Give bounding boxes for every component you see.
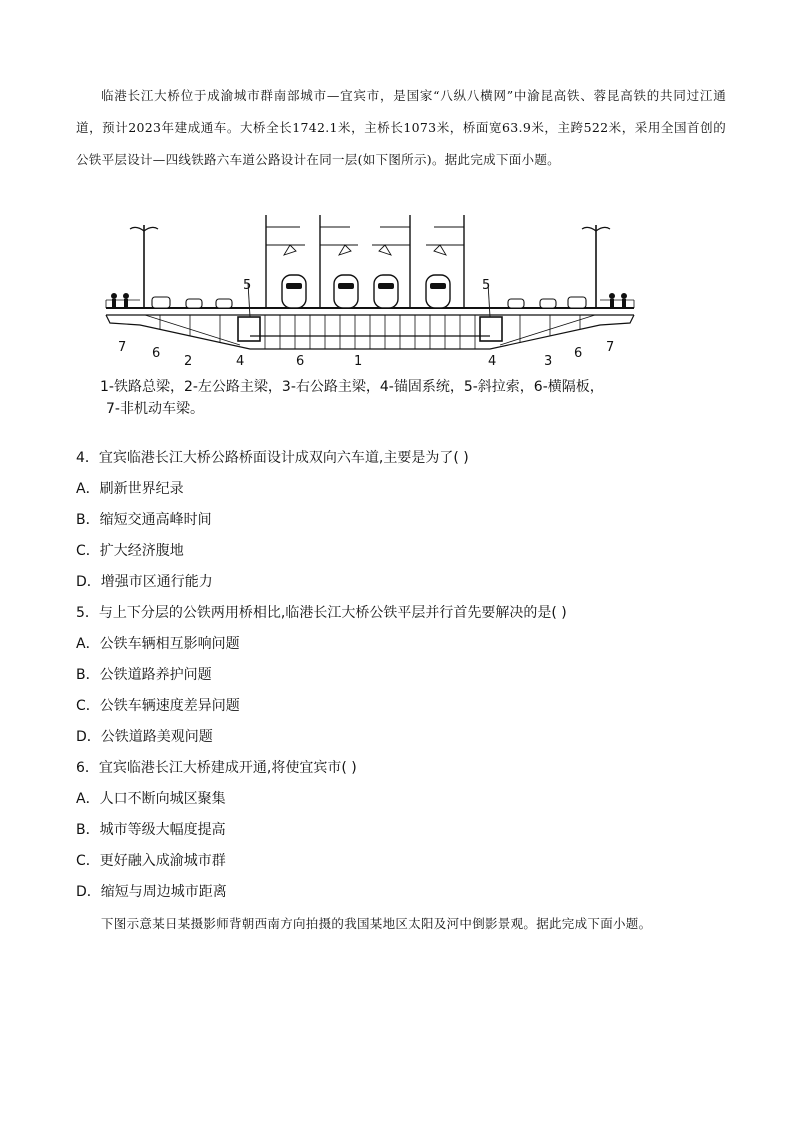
label-5-right: 5 bbox=[482, 278, 491, 293]
label-6-left: 6 bbox=[152, 346, 161, 361]
lamp-arm-left bbox=[130, 227, 144, 231]
figure-labels bbox=[118, 278, 614, 365]
question-6-option-d: D．缩短与周边城市距离 bbox=[76, 884, 227, 900]
question-6-stem: 6．宜宾临港长江大桥建成开通,将使宜宾市( ) bbox=[76, 760, 357, 776]
caption-line-1: 1-铁路总梁，2-左公路主梁，3-右公路主梁，4-锚固系统，5-斜拉索，6-横隔板， bbox=[100, 379, 604, 395]
label-1: 1 bbox=[354, 354, 363, 365]
label-2: 2 bbox=[184, 354, 193, 365]
train-windows bbox=[286, 283, 446, 289]
bridge-cross-section-figure bbox=[100, 205, 640, 365]
bridge-diagram bbox=[100, 205, 640, 365]
question-4-option-b: B．缩短交通高峰时间 bbox=[76, 512, 212, 528]
label-7-left: 7 bbox=[118, 340, 127, 355]
railway-beam-grid bbox=[265, 315, 475, 349]
anchorage-left bbox=[238, 317, 260, 341]
question-4-option-d: D．增强市区通行能力 bbox=[76, 574, 213, 590]
train-1 bbox=[282, 275, 306, 308]
intro-paragraph bbox=[76, 80, 726, 176]
question-4-stem: 4．宜宾临港长江大桥公路桥面设计成双向六车道,主要是为了( ) bbox=[76, 450, 469, 466]
trains bbox=[282, 275, 450, 308]
question-6-option-a: A．人口不断向城区聚集 bbox=[76, 791, 226, 807]
train-2 bbox=[334, 275, 358, 308]
question-5-stem: 5．与上下分层的公铁两用桥相比,临港长江大桥公铁平层并行首先要解决的是( ) bbox=[76, 605, 567, 621]
question-5-option-b: B．公铁道路养护问题 bbox=[76, 667, 212, 683]
label-7-right: 7 bbox=[606, 340, 615, 355]
label-6-middle: 6 bbox=[296, 354, 305, 365]
label-3: 3 bbox=[544, 354, 553, 365]
question-4-option-a: A．刷新世界纪录 bbox=[76, 481, 184, 497]
question-list bbox=[76, 443, 736, 908]
label-4-right: 4 bbox=[488, 354, 497, 365]
road-vehicles bbox=[152, 297, 586, 308]
caption-line-2: 7-非机动车梁。 bbox=[106, 401, 204, 417]
question-5-option-a: A．公铁车辆相互影响问题 bbox=[76, 636, 240, 652]
intro-text: 临港长江大桥位于成渝城市群南部城市—宜宾市，是国家“八纵八横网”中渝昆高铁、蓉昆高铁的共同过江通道，预计2023年建成通车。大桥全长1742.1米，主桥长1073米，桥面宽63.9米，主跨522米，采用全国首创的公铁平层设计—四线铁路六车道公路设计在同一层(如下图所示)。据此完成下面小题。 bbox=[76, 88, 726, 167]
lamp-arm-right bbox=[582, 227, 596, 231]
lamp-arm-left-2 bbox=[144, 227, 158, 231]
anchorage-right bbox=[480, 317, 502, 341]
question-6-option-b: B．城市等级大幅度提高 bbox=[76, 822, 226, 838]
label-5-left: 5 bbox=[243, 278, 252, 293]
label-4-left: 4 bbox=[236, 354, 245, 365]
figure-caption bbox=[100, 376, 660, 420]
question-5-option-d: D．公铁道路美观问题 bbox=[76, 729, 213, 745]
train-4 bbox=[426, 275, 450, 308]
question-5-option-c: C．公铁车辆速度差异问题 bbox=[76, 698, 240, 714]
label-6-right: 6 bbox=[574, 346, 583, 361]
question-4-option-c: C．扩大经济腹地 bbox=[76, 543, 184, 559]
outro-paragraph: 下图示意某日某摄影师背朝西南方向拍摄的我国某地区太阳及河中倒影景观。据此完成下面小题。 bbox=[101, 916, 652, 931]
question-6-option-c: C．更好融入成渝城市群 bbox=[76, 853, 226, 869]
lamp-arm-right-2 bbox=[596, 227, 610, 231]
catenary-arms bbox=[266, 227, 464, 255]
train-3 bbox=[374, 275, 398, 308]
